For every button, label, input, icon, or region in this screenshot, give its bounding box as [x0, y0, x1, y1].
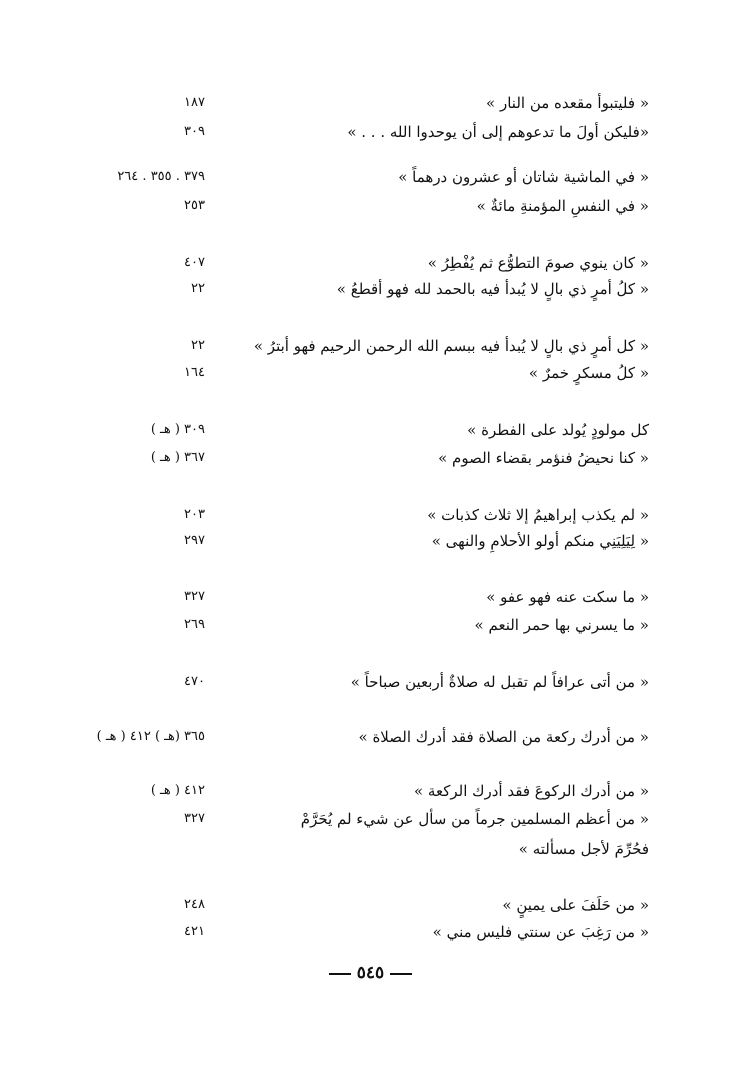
page-reference: ٤٧٠ [184, 674, 205, 689]
index-entry [0, 274, 741, 304]
index-entry [0, 331, 741, 361]
page-reference: ٢٦٩ [184, 617, 205, 632]
hadith-text: كل مولودٍ يُولد على الفطرة » [467, 421, 649, 439]
page-reference: ٤٠٧ [184, 255, 205, 270]
page-reference: ٢٢ [191, 338, 205, 353]
page-reference: ٢٥٣ [184, 198, 205, 213]
hadith-text: « كلُ مسكرٍ خمرٌ » [528, 364, 649, 382]
hadith-text: « كل أمرٍ ذي بالٍ لا يُبدأ فيه ببسم الله الرحمن الرحيم فهو أبترُ » [253, 337, 649, 355]
page-reference: ٣٠٩ ( هـ ) [150, 422, 205, 437]
index-entry [0, 526, 741, 556]
page-reference: ٣٦٧ ( هـ ) [150, 450, 205, 465]
index-entry [0, 917, 741, 947]
hadith-text: « في النفسِ المؤمنةِ مائةٌ » [476, 197, 649, 215]
index-entry [0, 415, 741, 445]
page-reference: ٣٦٥ (هـ ) ٤١٢ ( هـ ) [96, 729, 205, 744]
index-entry [0, 443, 741, 473]
hadith-text: « من أدرك الركوعَ فقد أدرك الركعة » [413, 782, 649, 800]
hadith-text: « من أعظم المسلمين جرماً من سأل عن شيء لم يُحَرَّمْ فحُرِّمَ لأجل مسألته » [300, 810, 649, 858]
page-number-value: ٥٤٥ [356, 963, 385, 983]
page-reference: ٤٢١ [184, 924, 205, 939]
index-entry [0, 890, 741, 920]
hadith-text: « ما يسرني بها حمر النعم » [474, 616, 649, 634]
hadith-text: « في الماشية شاتان أو عشرون درهماً » [398, 168, 649, 186]
hadith-text: « كنا نحيضُ فنؤمر بقضاء الصوم » [438, 449, 649, 467]
hadith-text: « من أتى عرافاً لم تقبل له صلاةٌ أربعين صباحاً » [350, 673, 649, 691]
dash-decoration [390, 973, 412, 975]
page-reference: ٢٠٣ [184, 507, 205, 522]
page-reference: ٢٢ [191, 281, 205, 296]
index-entry [0, 804, 741, 864]
index-entry [0, 358, 741, 388]
page-reference: ١٦٤ [184, 365, 205, 380]
page-reference: ٣٢٧ [184, 811, 205, 826]
index-entry [0, 582, 741, 612]
page-number [0, 958, 741, 988]
index-entry [0, 88, 741, 118]
hadith-text: «فليكن أولَ ما تدعوهم إلى أن يوحدوا الله . . . » [347, 123, 649, 141]
hadith-text: « ما سكت عنه فهو عفو » [486, 588, 649, 606]
hadith-text: « من حَلَفَ على يمينٍ » [502, 896, 649, 914]
hadith-text: « من أدرك ركعة من الصلاة فقد أدرك الصلاة » [358, 728, 649, 746]
page-reference: ٢٤٨ [184, 897, 205, 912]
page-reference: ٤١٢ ( هـ ) [150, 783, 205, 798]
hadith-text: « لِيَلِيَنِي منكم أولو الأحلامِ والنهى » [431, 532, 649, 550]
page-reference: ١٨٧ [184, 95, 205, 110]
dash-decoration [329, 973, 351, 975]
hadith-text: « كلُ أمرٍ ذي بالٍ لا يُبدأ فيه بالحمد لله فهو أقطعُ » [336, 280, 649, 298]
page-reference: ٣٢٧ [184, 589, 205, 604]
index-entry [0, 117, 741, 147]
index-entry [0, 162, 741, 192]
page-reference: ٢٩٧ [184, 533, 205, 548]
hadith-text: « فليتبوأ مقعده من النار » [486, 94, 649, 112]
hadith-text: « من رَغِبَ عن سنتي فليس مني » [432, 923, 649, 941]
index-entry [0, 722, 741, 752]
index-entry [0, 667, 741, 697]
index-entry [0, 776, 741, 806]
index-entry [0, 610, 741, 640]
index-entry [0, 191, 741, 221]
hadith-text: « كان ينوي صومَ التطوُّع ثم يُفْطِرُ » [427, 254, 649, 272]
page-reference: ٣٧٩ . ٣٥٥ . ٢٦٤ [117, 169, 205, 184]
hadith-text: « لم يكذب إبراهيمُ إلا ثلاث كذبات » [427, 506, 649, 524]
page-reference: ٣٠٩ [184, 124, 205, 139]
